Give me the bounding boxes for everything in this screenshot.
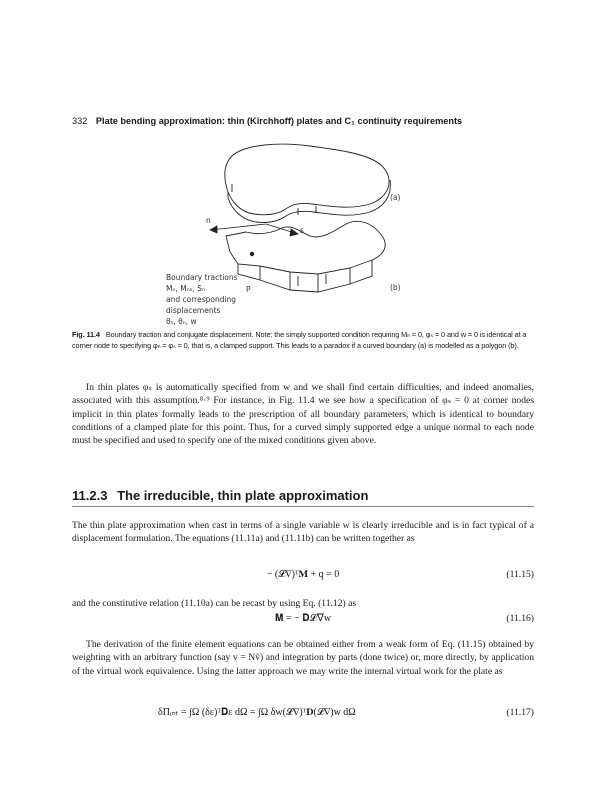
section-heading: [72, 488, 534, 507]
plate-a: [225, 144, 391, 222]
equation-11-15: [72, 569, 534, 585]
paragraph: The derivation of the finite element equations can be obtained either from a weak form of Eq. (11.15) obtained by weighting with an arbitrary function (say v = Nṽ) and integration by parts (done twice) or, more directly, by application of the virtual work equivalence. Using the latter approach we may write the internal virtual work for the plate as: [72, 639, 534, 677]
equation-body: 𝐌 = − 𝐃𝓛∇w: [274, 613, 332, 624]
corner-node-p: [250, 252, 254, 256]
plate-b-edge: [238, 260, 372, 292]
equation-body: δΠᵢₙₜ = ∫Ω (δε)ᵀ𝐃ε dΩ = ∫Ω δw(𝓛∇)ᵀ𝐃(𝓛∇)w dΩ: [158, 707, 356, 718]
running-title: Plate bending approximation: thin (Kirchhoff) plates and C₁ continuity requirements: [95, 116, 463, 126]
figure-11-4: [150, 140, 420, 326]
paragraph: In thin plates φₛ is automatically specified from w and we shall find certain difficulties, and indeed anomalies, associated with this assumption.⁸·⁹ For instance, in Fig. 11.4 we see how a specification of φₛ = 0 at corner nodes implicit in thin plates formally leads to the prescription of all boundary parameters, which is identical to boundary conditions of a clamped plate for this point. Thus, for a curved simply supported edge a unique normal to each node must be specified and used to specify one of the mixed conditions given above.: [72, 382, 534, 447]
page-number: 332: [72, 116, 88, 126]
equation-number: (11.16): [506, 613, 534, 624]
equation-body: − (𝓛∇)ᵀ𝐌 + q = 0: [266, 569, 340, 580]
section-title: The irreducible, thin plate approximation: [117, 488, 369, 503]
direction-arrows: [210, 224, 298, 236]
equation-number: (11.15): [506, 569, 534, 580]
paragraph: and the constitutive relation (11.10a) can be recast by using Eq. (11.12) as: [72, 598, 357, 609]
annotation-line: Mₙ, Mₙₛ, Sₙ: [166, 284, 206, 293]
equation-11-16: [72, 613, 534, 629]
equation-11-17: [72, 707, 534, 723]
label-b: (b): [390, 283, 401, 292]
annotation-line: θₛ, θₙ, w: [166, 317, 197, 326]
annotation-line: displacements: [166, 306, 221, 315]
figure-caption: [72, 330, 534, 351]
annotation-line: and corresponding: [166, 295, 237, 304]
running-head: [72, 116, 462, 126]
caption-text: Boundary traction and conjugate displacement. Note: the simply supported condition requiring Mₙ = 0, φₛ = 0 and w = 0 is identical at a corner node to specifying φₙ = φₛ = 0, that is, a clamped support. This leads to a paradox if a curved boundary (a) is modelled as a polygon (b).: [72, 330, 527, 350]
section-number: 11.2.3: [72, 488, 108, 503]
annotation-line: Boundary tractions: [166, 273, 238, 282]
paragraph: The thin plate approximation when cast in terms of a single variable w is clearly irreducible and is in fact typical of a displacement formulation. The equations (11.11a) and (11.11b) can be written together as: [72, 520, 534, 545]
plate-a-top: [225, 144, 389, 215]
plate-b-top: [226, 221, 385, 274]
equation-number: (11.17): [506, 707, 534, 718]
label-a: (a): [390, 193, 401, 202]
plate-a-edge: [228, 180, 390, 223]
label-s: s: [300, 226, 304, 235]
plate-diagram: [150, 140, 420, 326]
caption-label: Fig. 11.4: [72, 330, 100, 339]
plate-b: [226, 221, 385, 292]
annotation: [166, 273, 238, 326]
label-p: P: [246, 285, 251, 294]
label-n: n: [206, 216, 211, 225]
